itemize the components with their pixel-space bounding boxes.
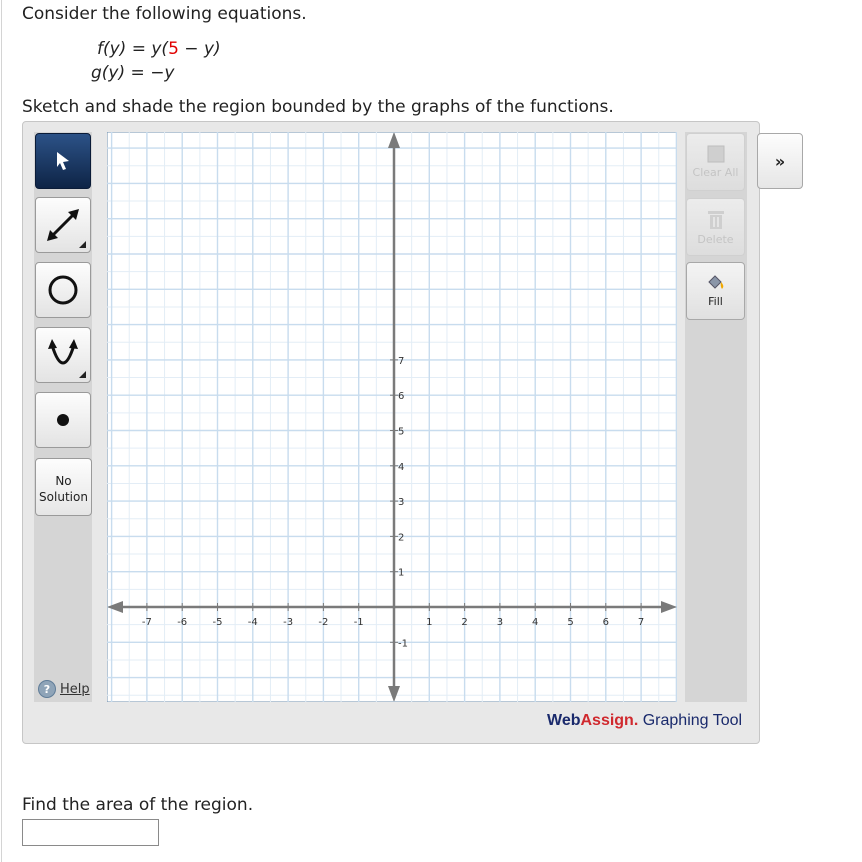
page-border xyxy=(1,0,2,862)
pointer-tool-button[interactable] xyxy=(35,133,91,189)
equation-g-equals: = xyxy=(130,63,145,83)
equation-g-rhs: −y xyxy=(150,63,175,83)
equation-g xyxy=(91,63,175,83)
y-tick-label: 5 xyxy=(398,426,405,438)
fill-button[interactable] xyxy=(686,262,745,320)
x-tick-label: 5 xyxy=(567,617,574,628)
x-tick-label: 6 xyxy=(602,617,609,628)
parabola-icon xyxy=(43,335,83,375)
x-tick-label: -6 xyxy=(177,617,188,628)
y-tick-label: 3 xyxy=(398,497,405,509)
pointer-icon xyxy=(52,149,74,173)
x-tick-label: -4 xyxy=(247,617,258,628)
y-tick-label: -1 xyxy=(398,638,408,650)
y-tick-label: 1 xyxy=(398,567,405,579)
point-icon xyxy=(53,410,73,430)
graph-canvas[interactable] xyxy=(107,132,677,702)
instruction-text: Sketch and shade the region bounded by the graphs of the functions. xyxy=(22,97,614,117)
clear-all-label: Clear All xyxy=(692,166,739,179)
line-tool-button[interactable] xyxy=(35,197,91,253)
clear-all-icon xyxy=(706,144,726,164)
circle-tool-button[interactable] xyxy=(35,262,91,318)
equation-f-lhs: f(y) xyxy=(97,39,127,59)
clear-all-button[interactable] xyxy=(686,133,745,191)
graph-background xyxy=(107,132,677,702)
double-chevron-right-icon: » xyxy=(774,151,786,171)
x-tick-label: -5 xyxy=(212,617,223,628)
x-tick-label: 4 xyxy=(532,617,539,628)
trash-icon xyxy=(706,209,726,231)
equation-g-lhs: g(y) xyxy=(91,63,126,83)
y-tick-label: 7 xyxy=(398,355,405,367)
y-tick-label: 6 xyxy=(398,391,405,403)
no-solution-label-2: Solution xyxy=(39,490,88,504)
help-icon: ? xyxy=(38,680,56,698)
x-tick-label: 1 xyxy=(426,617,433,628)
brand-tool: Graphing Tool xyxy=(638,712,743,729)
parabola-tool-button[interactable] xyxy=(35,327,91,383)
y-tick-label: 2 xyxy=(398,532,405,544)
y-tick-label: 4 xyxy=(398,461,405,473)
fill-label: Fill xyxy=(708,295,723,308)
help-link[interactable] xyxy=(38,680,90,698)
paint-bucket-icon xyxy=(705,273,727,293)
area-answer-input[interactable] xyxy=(22,819,159,846)
x-tick-label: 2 xyxy=(461,617,468,628)
x-tick-label: -7 xyxy=(141,617,152,628)
line-segment-icon xyxy=(43,205,83,245)
x-tick-label: -3 xyxy=(283,617,294,628)
intro-text: Consider the following equations. xyxy=(22,4,307,24)
help-label: Help xyxy=(60,681,90,697)
webassign-logo xyxy=(547,712,742,730)
no-solution-button[interactable] xyxy=(35,458,92,516)
delete-button[interactable] xyxy=(686,198,745,256)
brand-assign: Assign. xyxy=(580,712,639,729)
x-tick-label: -1 xyxy=(353,617,364,628)
equation-f-equals: = xyxy=(131,39,146,59)
no-solution-label-1: No xyxy=(55,474,72,488)
delete-label: Delete xyxy=(697,233,734,246)
x-tick-label: 7 xyxy=(637,617,645,628)
circle-icon xyxy=(43,270,83,310)
x-tick-label: -2 xyxy=(318,617,329,628)
x-tick-label: 3 xyxy=(496,617,504,628)
equation-f-pre: y( xyxy=(151,39,169,59)
equation-f-number: 5 xyxy=(168,39,179,59)
brand-web: Web xyxy=(547,712,581,729)
equation-f xyxy=(97,39,221,59)
question-text: Find the area of the region. xyxy=(22,795,254,815)
expand-button[interactable] xyxy=(757,133,803,189)
equation-f-post: − y) xyxy=(178,39,221,59)
point-tool-button[interactable] xyxy=(35,392,91,448)
